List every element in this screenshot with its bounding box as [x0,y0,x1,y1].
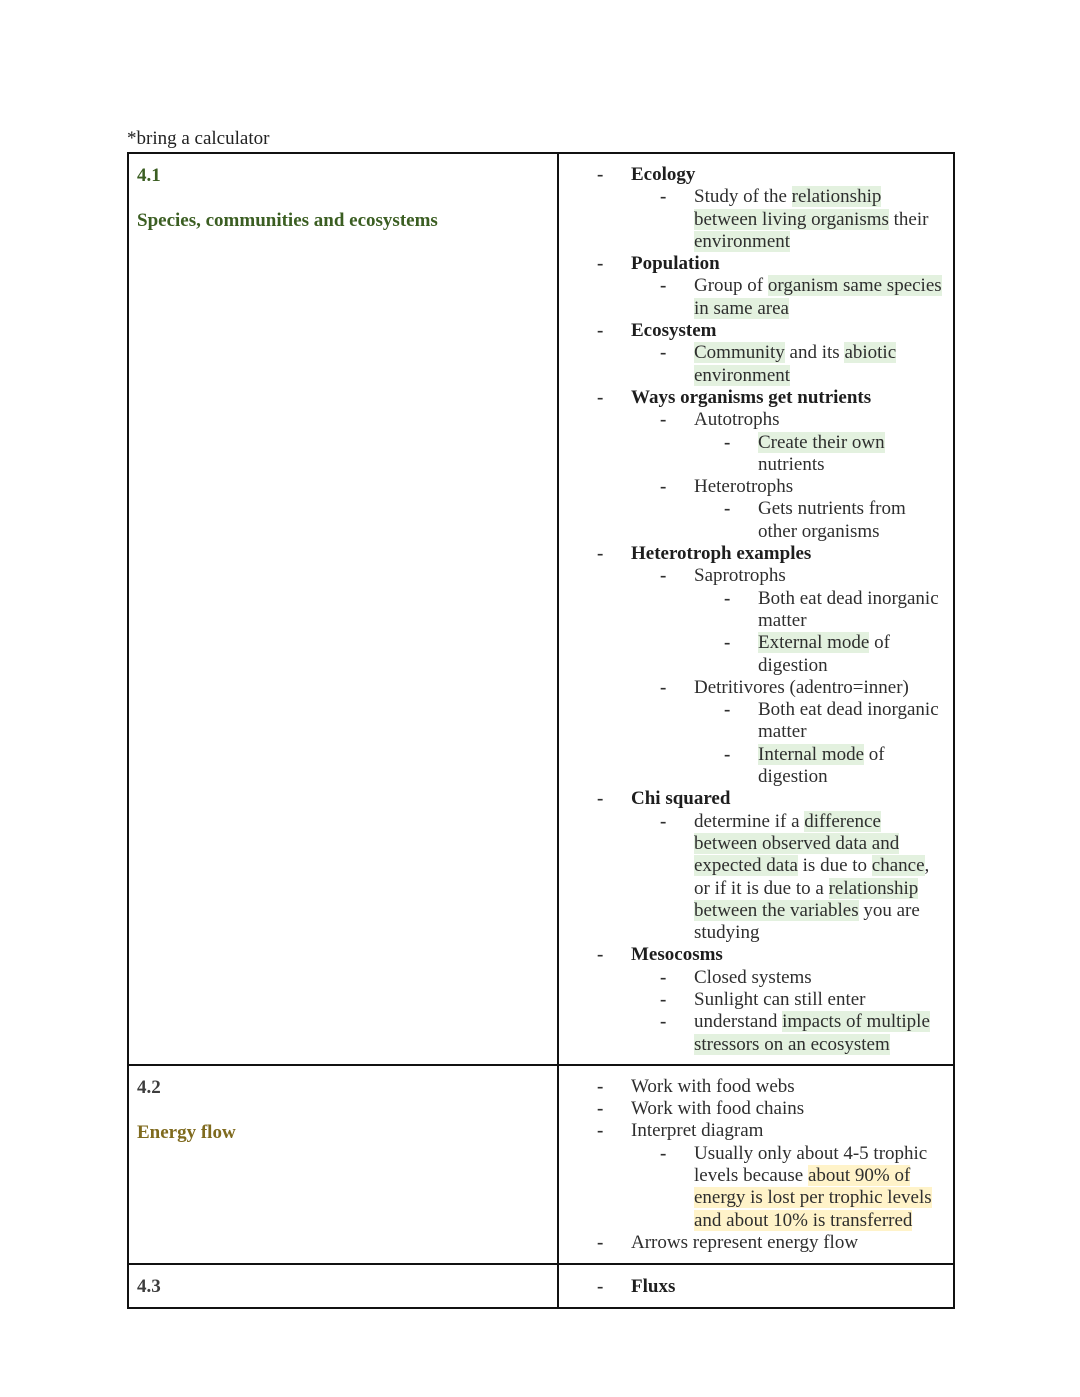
bullet-dash: - [660,676,667,698]
list-item: - Ways organisms get nutrients [597,386,872,408]
bullet-dash: - [660,1142,667,1164]
highlighted-text: abiotic environment [694,342,897,386]
list-item: - Ecosystem [597,320,717,342]
bullet-dash: - [660,342,667,364]
section-row-4-2 [128,1065,954,1264]
section-number: 4.3 [137,1275,161,1297]
list-item: - Usually only about 4-5 trophic levels because about 90% of energy is lost per trophic levels and about 10% is transferred [660,1142,932,1231]
section-notes-cell [558,1264,954,1308]
bullet-dash: - [597,1231,604,1253]
highlighted-text: impacts of multiple stressors on an ecosystem [694,1011,930,1055]
bullet-dash: - [660,1011,667,1033]
bullet-dash: - [597,320,604,342]
bullet-dash: - [724,431,731,453]
list-item: - Create their own nutrients [724,431,885,475]
section-notes-cell [558,1065,954,1264]
section-heading-cell [128,1065,558,1264]
list-item: - Work with food chains [597,1098,805,1120]
notes-table [127,152,955,1309]
bullet-dash: - [660,275,667,297]
bullet-dash: - [597,1275,604,1297]
bullet-dash: - [597,788,604,810]
list-item: - Saprotrophs [660,565,786,587]
bullet-dash: - [597,164,604,185]
list-item: - Fluxs [597,1275,676,1297]
bullet-dash: - [660,810,667,832]
bullet-dash: - [724,587,731,609]
list-item: - Arrows represent energy flow [597,1231,859,1253]
list-item: - Autotrophs [660,409,780,431]
section-row-4-3 [128,1264,954,1308]
highlighted-text: relationship between living organisms [694,186,889,230]
bullet-dash: - [660,409,667,431]
bullet-dash: - [660,565,667,587]
list-item: - Study of the relationship between living organisms their environment [660,186,929,252]
bullet-dash: - [660,966,667,988]
highlighted-text: difference between observed data and expected data [694,810,900,877]
list-item: - Internal mode of digestion [724,743,885,788]
bullet-dash: - [597,1098,604,1120]
list-item: - External mode of digestion [724,632,890,676]
section-heading-cell [128,1264,558,1308]
bullet-dash: - [597,944,604,966]
list-item: - Mesocosms [597,944,723,966]
section-number: 4.1 [137,165,161,186]
list-item: - Work with food webs [597,1075,795,1097]
bullet-dash: - [660,476,667,498]
list-item: - Both eat dead inorganic matter [724,699,939,743]
section-notes-cell [558,153,954,1065]
highlighted-text: Internal mode [758,743,865,765]
section-title: Species, communities and ecosystems [137,210,438,231]
list-item: - Community and its abiotic environment [660,342,897,386]
highlighted-text: Create their own [758,431,885,453]
bullet-dash: - [724,632,731,654]
bullet-dash: - [724,498,731,520]
list-item: - understand impacts of multiple stressors on an ecosystem [660,1011,930,1055]
bullet-dash: - [597,1120,604,1142]
highlighted-text: chance [871,855,925,877]
section-number: 4.2 [137,1076,161,1098]
highlighted-text: External mode [758,632,870,654]
highlighted-text: about 90% of energy is lost per trophic levels and about 10% is transferred [694,1165,932,1231]
bullet-dash: - [724,699,731,721]
section-row-4-1 [128,153,954,1065]
list-item: - Interpret diagram [597,1120,764,1142]
list-item: - Detritivores (adentro=inner) [660,676,909,698]
list-item: - Sunlight can still enter [660,988,866,1010]
list-item: - Closed systems [660,966,812,988]
highlighted-text: environment [694,230,791,252]
bullet-dash: - [597,543,604,565]
list-item: - Both eat dead inorganic matter [724,587,939,631]
list-item: - Heterotrophs [660,476,794,498]
list-item: - Ecology [597,164,696,185]
highlighted-text: organism same species in same area [694,275,942,319]
bullet-dash: - [660,186,667,208]
highlighted-text: Community [694,342,785,364]
bullet-dash: - [724,743,731,765]
list-item: - Gets nutrients from other organisms [724,498,906,542]
list-item: - Heterotroph examples [597,543,812,565]
list-item: - Chi squared [597,788,731,810]
bullet-dash: - [660,988,667,1010]
bullet-dash: - [597,1075,604,1097]
list-item: - determine if a difference between observed data and expected data is due to chance, or if it is due to a relationship between the variables you are studying [660,810,930,944]
list-item: - Population [597,253,720,275]
highlighted-text: relationship between the variables [694,877,919,921]
calculator-note: *bring a calculator [127,128,270,149]
section-title: Energy flow [137,1121,236,1143]
list-item: - Group of organism same species in same area [660,275,942,319]
bullet-dash: - [597,386,604,408]
bullet-dash: - [597,253,604,275]
section-heading-cell [128,153,558,1065]
